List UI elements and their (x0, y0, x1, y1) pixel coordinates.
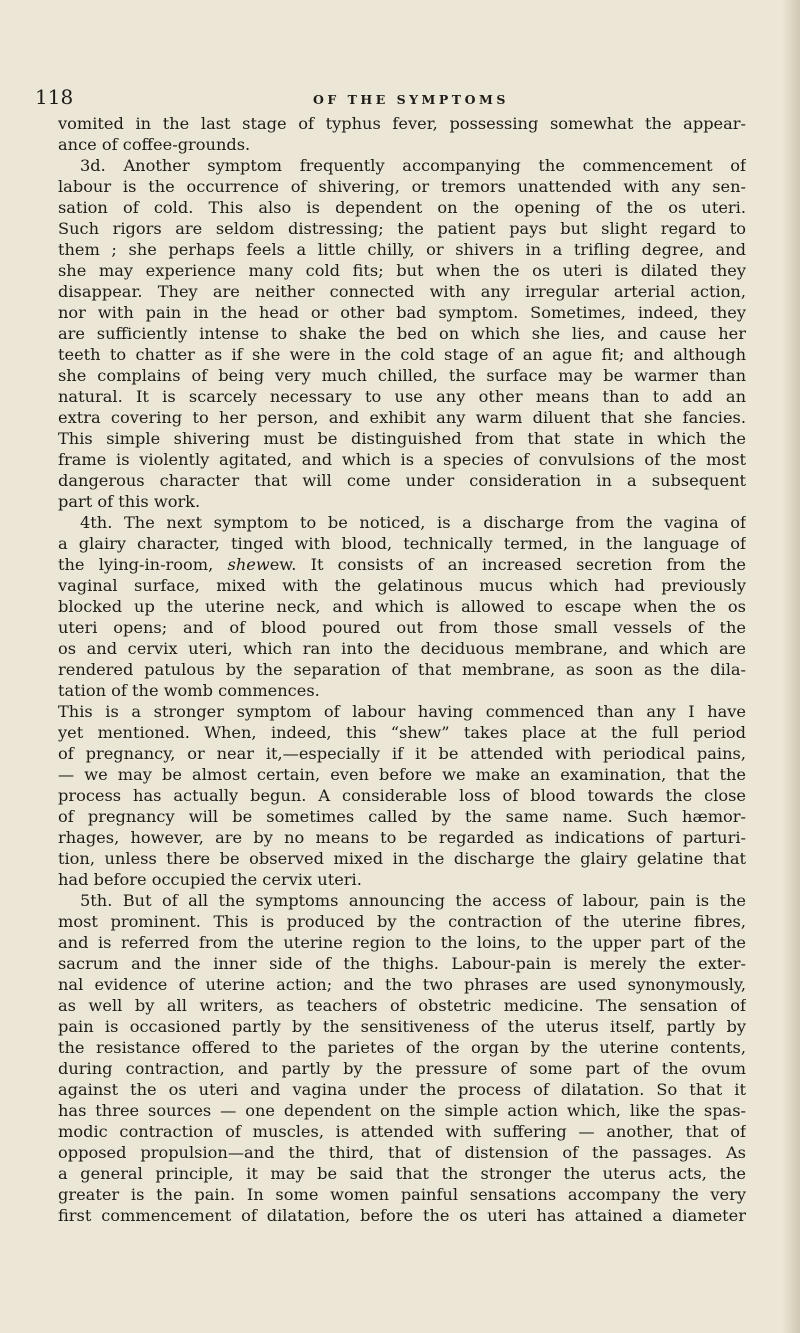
text-line: disappear. They are neither connected with any irregular arterial action, (58, 282, 746, 301)
text-line: 5th. But of all the symptoms announcing the access of labour, pain is the (80, 891, 746, 910)
text-line: nal evidence of uterine action; and the two phrases are used synonymously, (58, 975, 746, 994)
text-line: sation of cold. This also is dependent on the opening of the os uteri. (58, 198, 746, 217)
text-line: process has actually begun. A considerable loss of blood towards the close (58, 786, 746, 805)
text-line: os and cervix uteri, which ran into the deciduous membrane, and which are (58, 639, 746, 658)
text-line: pain is occasioned partly by the sensitiveness of the uterus itself, partly by (58, 1017, 746, 1036)
text-line: extra covering to her person, and exhibit any warm diluent that she fancies. (58, 408, 746, 427)
text-line: most prominent. This is produced by the contraction of the uterine fibres, (58, 912, 746, 931)
page-number: 118 (35, 85, 74, 109)
text-line: first commencement of dilatation, before the os uteri has attained a diameter (58, 1206, 746, 1225)
text-line: opposed propulsion—and the third, that of distension of the passages. As (58, 1143, 746, 1162)
text-line: blocked up the uterine neck, and which is allowed to escape when the os (58, 597, 746, 616)
text-line: the resistance offered to the parietes of the organ by the uterine contents, (58, 1038, 746, 1057)
text-line: This is a stronger symptom of labour having commenced than any I have (58, 702, 746, 721)
text-line: tation of the womb commences. (58, 681, 320, 700)
text-line: rendered patulous by the separation of that membrane, as soon as the dila- (58, 660, 746, 679)
text-line: part of this work. (58, 492, 201, 511)
text-line: natural. It is scarcely necessary to use any other means than to add an (58, 387, 746, 406)
page-edge-shadow (782, 0, 800, 1333)
text-line: against the os uteri and vagina under the process of dilatation. So that it (58, 1080, 746, 1099)
text-line: 4th. The next symptom to be noticed, is a discharge from the vagina of (80, 513, 746, 532)
text-line: vaginal surface, mixed with the gelatinous mucus which had previously (58, 576, 746, 595)
text-line: she may experience many cold fits; but when the os uteri is dilated they (58, 261, 746, 280)
text-line: vomited in the last stage of typhus fever, possessing somewhat the appear- (58, 114, 746, 133)
text-line: the lying-in-room, shewew. It consists of an increased secretion from the (58, 555, 746, 574)
text-line: This simple shivering must be distinguished from that state in which the (58, 429, 746, 448)
text-line: yet mentioned. When, indeed, this “shew” takes place at the full period (58, 723, 746, 742)
text-line: she complains of being very much chilled, the surface may be warmer than (58, 366, 746, 385)
text-line: labour is the occurrence of shivering, or tremors unattended with any sen- (58, 177, 746, 196)
running-head: OF THE SYMPTOMS (313, 92, 509, 107)
text-line: ance of coffee-grounds. (58, 135, 251, 154)
body-text (58, 113, 746, 1226)
text-line: as well by all writers, as teachers of obstetric medicine. The sensation of (58, 996, 746, 1015)
text-line: modic contraction of muscles, is attended with suffering — another, that of (58, 1122, 746, 1141)
text-line: nor with pain in the head or other bad symptom. Sometimes, indeed, they (58, 303, 746, 322)
text-line: 3d. Another symptom frequently accompanying the commencement of (80, 156, 746, 175)
text-line: them ; she perhaps feels a little chilly, or shivers in a trifling degree, and (58, 240, 746, 259)
text-line: had before occupied the cervix uteri. (58, 870, 362, 889)
text-line: of pregnancy, or near it,—especially if it be attended with periodical pains, (58, 744, 746, 763)
text-line: are sufficiently intense to shake the bed on which she lies, and cause her (58, 324, 746, 343)
text-line: of pregnancy will be sometimes called by the same name. Such hæmor- (58, 807, 746, 826)
text-line: greater is the pain. In some women painful sensations accompany the very (58, 1185, 746, 1204)
text-line: has three sources — one dependent on the simple action which, like the spas- (58, 1101, 746, 1120)
text-line: Such rigors are seldom distressing; the patient pays but slight regard to (58, 219, 746, 238)
text-line: — we may be almost certain, even before we make an examination, that the (58, 765, 746, 784)
text-line: uteri opens; and of blood poured out from those small vessels of the (58, 618, 746, 637)
text-line: dangerous character that will come under consideration in a subsequent (58, 471, 746, 490)
text-line: and is referred from the uterine region to the loins, to the upper part of the (58, 933, 746, 952)
text-line: tion, unless there be observed mixed in the discharge the glairy gelatine that (58, 849, 746, 868)
text-line: frame is violently agitated, and which is a species of convulsions of the most (58, 450, 746, 469)
text-line: sacrum and the inner side of the thighs. Labour-pain is merely the exter- (58, 954, 746, 973)
text-line: rhages, however, are by no means to be regarded as indications of parturi- (58, 828, 746, 847)
text-line: a general principle, it may be said that the stronger the uterus acts, the (58, 1164, 746, 1183)
text-line: teeth to chatter as if she were in the cold stage of an ague fit; and although (58, 345, 746, 364)
text-line: a glairy character, tinged with blood, technically termed, in the language of (58, 534, 746, 553)
text-line: during contraction, and partly by the pressure of some part of the ovum (58, 1059, 746, 1078)
